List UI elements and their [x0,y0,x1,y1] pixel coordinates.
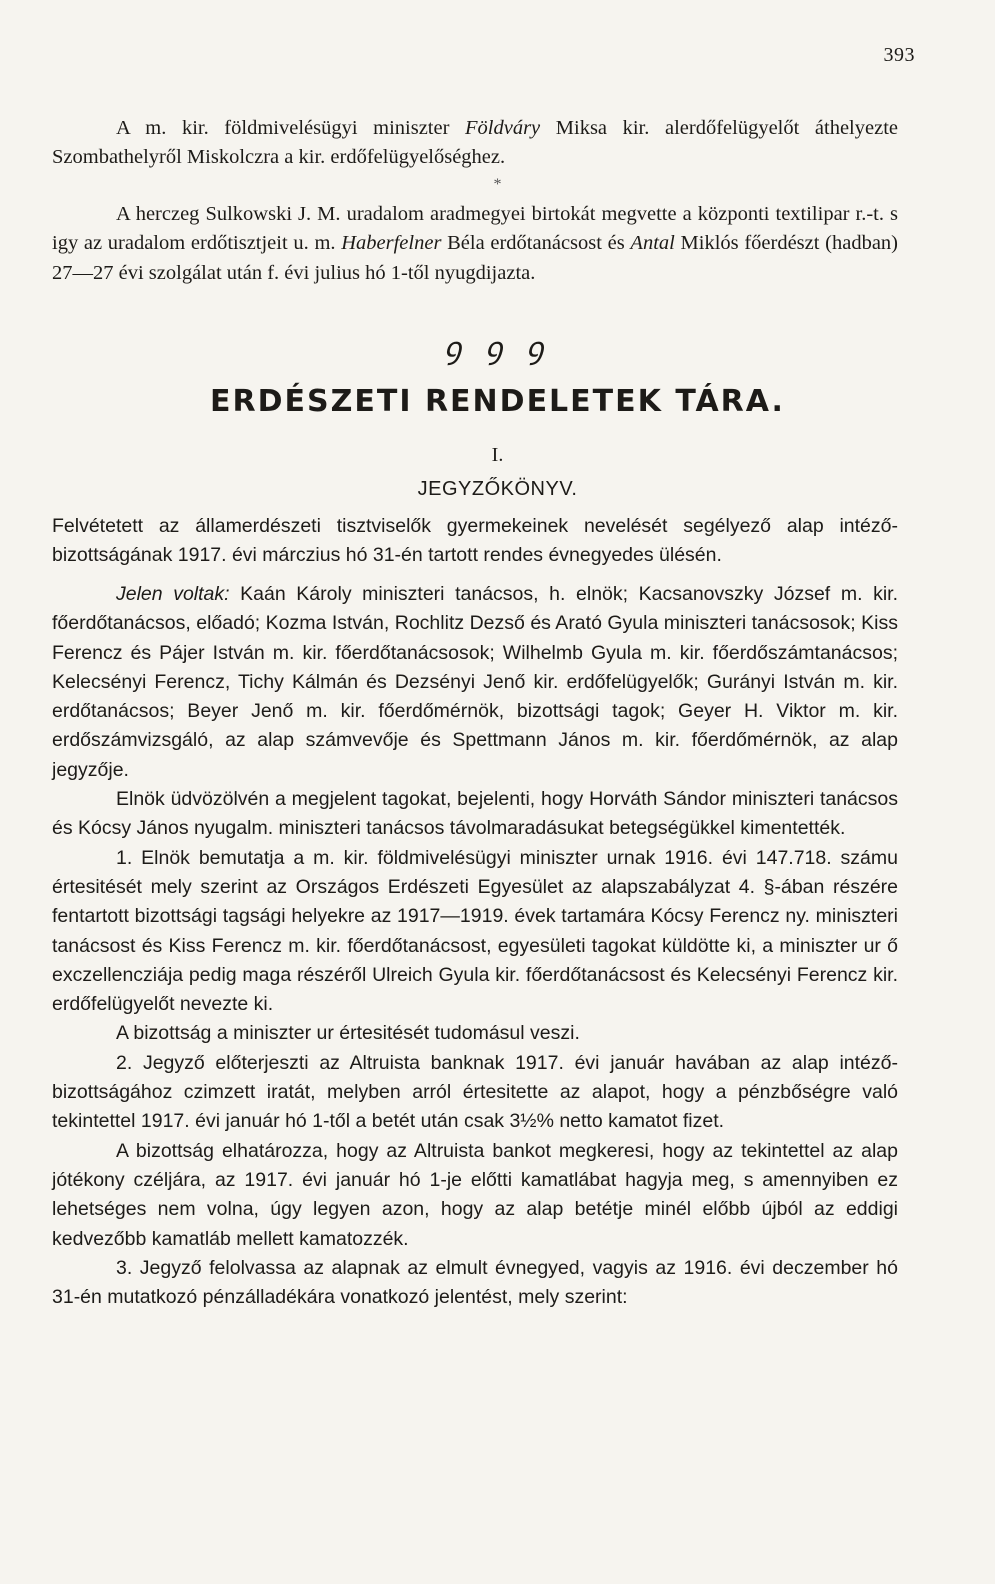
person-name: Antal [630,232,675,255]
news-item-retirement: A herczeg Sulkowski J. M. uradalom aradmegyei birtokát megvette a központi textilipar r.-t. s igy az uradalom erdőtisztjeit u. m. Haberfelner Béla erdőtanácsost és Antal Miklós főerdészt (hadban) 27—27 évi szolgálat után f. évi julius hó 1-től nyugdijazta. [52,203,899,284]
paragraph: A bizottság a miniszter ur értesitését tudomásul veszi. [116,1022,580,1045]
news-item-transfer: A m. kir. földmivelésügyi miniszter Földváry Miksa kir. alerdőfelügyelőt áthelyezte Szombathelyről Miskolczra a kir. erdőfelügyelőséghez. [52,117,898,169]
paragraph: Elnök üdvözölvén a megjelent tagokat, bejelenti, hogy Horváth Sándor miniszteri tanácsos és Kócsy János nyugalm. miniszteri tanácsos távolmaradásukat betegségükkel kimentették. [52,788,898,840]
minutes-intro: Felvétetett az államerdészeti tisztviselők gyermekeinek nevelését segélyező alap intéző-bizottságának 1917. évi márczius hó 31-én tartott rendes évnegyedes ülésén. [52,515,898,567]
attendees-paragraph: Jelen voltak: Kaán Károly miniszteri tanácsos, h. elnök; Kacsanovszky József m. kir. főerdőtanácsos, előadó; Kozma István, Rochlitz Dezső és Arató Gyula miniszteri tanácsosok; Kiss Ferencz és Pájer István m. kir. főerdőtanácsosok; Wilhelmb Gyula m. kir. főerdőszámtanácsos; Kelecsényi Ferencz, Tichy Kálmán és Dezsényi Jenő kir. erdőfelügyelők; Gurányi István m. kir. erdőtanácsos; Beyer Jenő m. kir. főerdőmérnök, bizottsági tagok; Geyer H. Viktor m. kir. erdőszámvizsgáló, az alap számvevője és Spettmann János m. kir. főerdőmérnök, az alap jegyzője. [52,583,898,781]
separator-asterisk: * [493,176,502,193]
person-name: Haberfelner [341,232,442,255]
paragraph: 3. Jegyző felolvassa az alapnak az elmult évnegyed, vagyis az 1916. évi deczember hó 31-én mutatkozó pénzálladékára vonatkozó jelentést, mely szerint: [52,1256,898,1309]
person-name: Földváry [465,117,541,139]
document-title: JEGYZŐKÖNYV. [417,478,578,500]
paragraph: 2. Jegyző előterjeszti az Altruista banknak 1917. évi január havában az alap intéző-bizottságához czimzett iratát, melyben arról értesitette az alapot, hogy a pénzbőségre való tekintettel 1917. évi január hó 1-től a betét után csak 3½% netto kamatot fizet. [52,1051,898,1133]
present-label: Jelen voltak: [116,583,230,605]
decorative-ornament: ꝯ ꝯ ꝯ [443,332,552,365]
minutes-body [52,580,898,1312]
paragraph: 1. Elnök bemutatja a m. kir. földmivelésügyi miniszter urnak 1916. évi 147.718. számu értesitését mely szerint az Országos Erdészeti Egyesület az alapszabályzat 4. §-ában részére fentartott bizottsági tagsági helyekre az 1917—1919. évek tartamára Kócsy Ferencz ny. miniszteri tanácsost és Kiss Ferencz m. kir. főerdőtanácsost, egyesületi tagokat küldötte ki, a miniszter ur ő exczellencziája pedig maga részéről Ulreich Gyula kir. főerdőtanácsost és Kelecsényi Ferencz kir. erdőfelügyelőt nevezte ki. [52,846,898,1016]
paragraph: A bizottság elhatározza, hogy az Altruista bankot megkeresi, hogy az tekintettel az alap jótékony czéljára, az 1917. évi január hó 1-je előtti kamatlábat hagyja meg, s amennyiben ez lehetséges nem volna, úgy legyen azon, hogy az alap betétje minél előbb újból az eddigi kedvezőbb kamatláb mellett kamatozzék. [52,1139,898,1250]
page-number: 393 [883,44,915,66]
section-number: I. [491,444,504,466]
section-title: ERDÉSZETI RENDELETEK TÁRA. [210,384,785,419]
